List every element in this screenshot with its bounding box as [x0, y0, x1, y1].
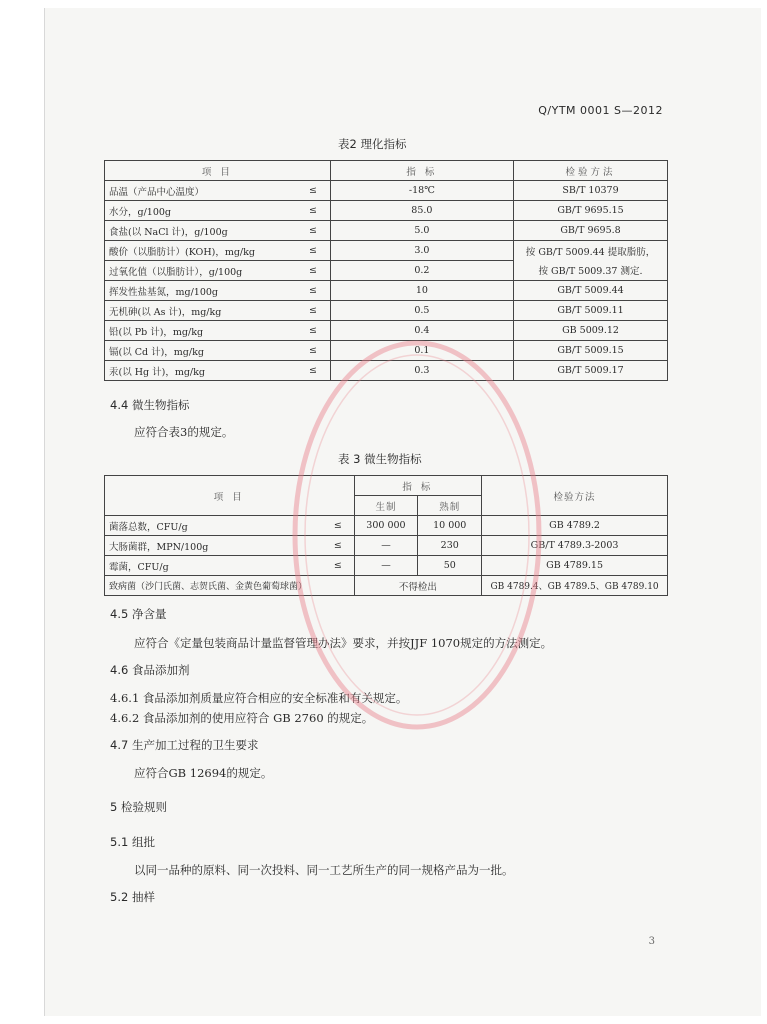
section-5-1-text: 以同一品种的原料、同一次投料、同一工艺所生产的同一规格产品为一批。: [134, 863, 514, 877]
table2-caption: 表2 理化指标: [338, 137, 407, 151]
table2-op: ≤: [296, 261, 330, 281]
page-number: 3: [648, 936, 655, 947]
table2-value: 3.0: [330, 241, 513, 261]
table3: [104, 475, 668, 596]
table3-item: 霉菌，CFU/g: [105, 556, 323, 576]
section-4-4-title: 4.4 微生物指标: [110, 398, 190, 412]
table2-item: 过氧化值（以脂肪计），g/100g: [105, 261, 297, 281]
table2-item: 品温（产品中心温度）: [105, 181, 297, 201]
table2-value: -18℃: [330, 181, 513, 201]
table3-raw: —: [354, 556, 418, 576]
section-5-1-title: 5.1 组批: [110, 835, 155, 849]
table2-op: ≤: [296, 241, 330, 261]
table3-header-cooked: 熟制: [418, 496, 482, 516]
table2-item: 铅(以 Pb 计)，mg/kg: [105, 321, 297, 341]
table3-cooked: 230: [418, 536, 482, 556]
table2-header-item: 项 目: [105, 161, 331, 181]
table2-method: GB/T 5009.44: [514, 281, 668, 301]
table3-header-item: 项 目: [105, 476, 355, 516]
table-row: [105, 361, 668, 381]
table3-op: ≤: [322, 536, 354, 556]
table-row: [105, 281, 668, 301]
section-4-5-text: 应符合《定量包装商品计量监督管理办法》要求，并按JJF 1070规定的方法测定。: [134, 636, 553, 650]
section-4-6-title: 4.6 食品添加剂: [110, 663, 190, 677]
table3-cooked: 50: [418, 556, 482, 576]
section-4-5-title: 4.5 净含量: [110, 607, 167, 621]
table2-item: 汞(以 Hg 计)，mg/kg: [105, 361, 297, 381]
table3-method: GB/T 4789.3-2003: [482, 536, 668, 556]
table3-header-row: [105, 476, 668, 496]
table-row: [105, 576, 668, 596]
section-4-6-2: 4.6.2 食品添加剂的使用应符合 GB 2760 的规定。: [110, 711, 374, 725]
table3-op: ≤: [322, 556, 354, 576]
table-row: [105, 341, 668, 361]
table3-item: 大肠菌群，MPN/100g: [105, 536, 323, 556]
table2-item: 水分，g/100g: [105, 201, 297, 221]
table3-raw: —: [354, 536, 418, 556]
table2-item: 挥发性盐基氮，mg/100g: [105, 281, 297, 301]
table2-op: ≤: [296, 201, 330, 221]
table-row: [105, 261, 668, 281]
section-4-4-text: 应符合表3的规定。: [134, 425, 234, 439]
table3-header-method: 检验方法: [482, 476, 668, 516]
table2-item: 镉(以 Cd 计)，mg/kg: [105, 341, 297, 361]
table-row: [105, 516, 668, 536]
table-row: [105, 536, 668, 556]
table2-header-index: 指 标: [330, 161, 513, 181]
table2-item: 无机砷(以 As 计)，mg/kg: [105, 301, 297, 321]
table2-method: 按 GB/T 5009.44 提取脂肪，: [514, 241, 668, 261]
table2-op: ≤: [296, 361, 330, 381]
table3-item: 致病菌（沙门氏菌、志贺氏菌、金黄色葡萄球菌）: [105, 576, 355, 596]
table3-method: GB 4789.4、GB 4789.5、GB 4789.10: [482, 576, 668, 596]
table2-value: 0.2: [330, 261, 513, 281]
table2-header-method: 检验方法: [514, 161, 668, 181]
table3-header-raw: 生制: [354, 496, 418, 516]
table-row: [105, 321, 668, 341]
table2-method: GB/T 9695.15: [514, 201, 668, 221]
table-row: [105, 181, 668, 201]
section-4-7-title: 4.7 生产加工过程的卫生要求: [110, 738, 259, 752]
table3-cooked: 10 000: [418, 516, 482, 536]
table2-method: 按 GB/T 5009.37 测定.: [514, 261, 668, 281]
document-id: Q/YTM 0001 S—2012: [538, 104, 663, 117]
table2-method: GB/T 5009.17: [514, 361, 668, 381]
section-4-6-1: 4.6.1 食品添加剂质量应符合相应的安全标准和有关规定。: [110, 691, 408, 705]
table-row: [105, 221, 668, 241]
table2-value: 85.0: [330, 201, 513, 221]
table3-method: GB 4789.15: [482, 556, 668, 576]
section-5-title: 5 检验规则: [110, 800, 167, 814]
table-row: [105, 556, 668, 576]
table3-item: 菌落总数，CFU/g: [105, 516, 323, 536]
table2-method: GB 5009.12: [514, 321, 668, 341]
table2-value: 0.3: [330, 361, 513, 381]
table2-op: ≤: [296, 341, 330, 361]
table2-header-row: [105, 161, 668, 181]
table-row: [105, 301, 668, 321]
table2-value: 0.1: [330, 341, 513, 361]
table3-header-index: 指 标: [354, 476, 482, 496]
table2-method: GB/T 5009.15: [514, 341, 668, 361]
table3-pathogen-value: 不得检出: [354, 576, 482, 596]
table2: [104, 160, 668, 381]
table2-item: 食盐(以 NaCl 计)，g/100g: [105, 221, 297, 241]
table-row: [105, 241, 668, 261]
table2-method: GB/T 9695.8: [514, 221, 668, 241]
table3-caption: 表 3 微生物指标: [338, 452, 422, 466]
section-5-2-title: 5.2 抽样: [110, 890, 155, 904]
table2-op: ≤: [296, 221, 330, 241]
table2-value: 10: [330, 281, 513, 301]
table2-item: 酸价（以脂肪计）(KOH)，mg/kg: [105, 241, 297, 261]
table3-op: ≤: [322, 516, 354, 536]
table3-method: GB 4789.2: [482, 516, 668, 536]
section-4-7-text: 应符合GB 12694的规定。: [134, 766, 273, 780]
table2-value: 0.5: [330, 301, 513, 321]
table2-value: 5.0: [330, 221, 513, 241]
table2-op: ≤: [296, 281, 330, 301]
table3-raw: 300 000: [354, 516, 418, 536]
table2-op: ≤: [296, 181, 330, 201]
table2-op: ≤: [296, 301, 330, 321]
table2-method: SB/T 10379: [514, 181, 668, 201]
table2-value: 0.4: [330, 321, 513, 341]
table2-op: ≤: [296, 321, 330, 341]
table-row: [105, 201, 668, 221]
table2-method: GB/T 5009.11: [514, 301, 668, 321]
